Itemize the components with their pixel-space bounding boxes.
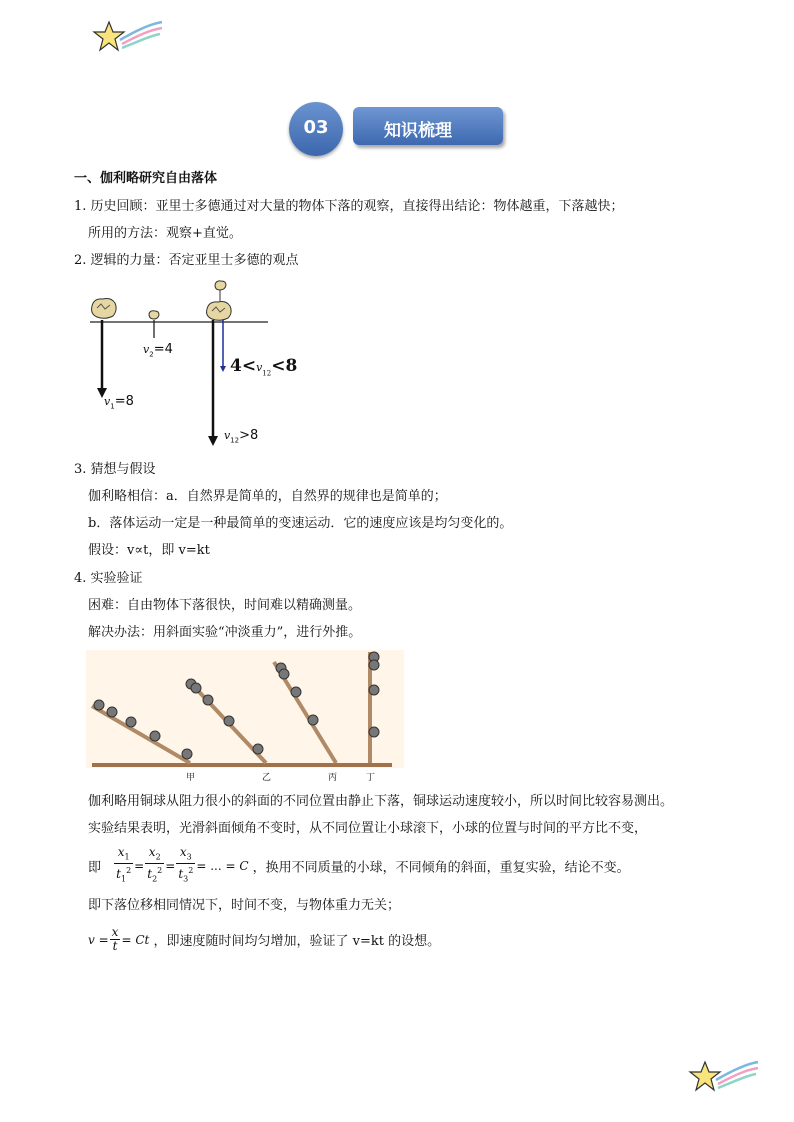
section4-solution: 解决办法：用斜面实验“冲淡重力”，进行外推。 [88, 625, 362, 640]
section3-line-b: b．落体运动一定是一种最简单的变速运动．它的速度应该是均匀变化的。 [88, 516, 513, 531]
section3-hypothesis: 假设：v∝t，即 v=kt [88, 543, 210, 558]
item1-line2: 所用的方法：观察+直觉。 [88, 226, 242, 241]
label-v12-range: $4<v_{12}<8$ [230, 356, 298, 378]
label-v12: $v_{12}>8$ [224, 428, 259, 445]
section4-difficulty: 困难：自由物体下落很快，时间难以精确测量。 [88, 598, 362, 613]
incline-label-4: 丁 [366, 773, 376, 783]
formula-line-velocity [88, 926, 440, 953]
section-badge [289, 102, 509, 156]
item2-text: 2. 逻辑的力量：否定亚里士多德的观点 [74, 253, 299, 268]
section3-line-a: 伽利略相信：a．自然界是简单的，自然界的规律也是简单的； [88, 489, 447, 504]
section4-para2: 实验结果表明，光滑斜面倾角不变时，从不同位置让小球滚下，小球的位置与时间的平方比不变， [88, 821, 648, 836]
formula-suffix: ，换用不同质量的小球，不同倾角的斜面，重复实验，结论不变。 [252, 860, 630, 876]
velocity-formula: v = $\frac{x}{t}$ = Ct [88, 925, 150, 953]
formula-line-ratio [88, 846, 630, 886]
section4-para4: 即下落位移相同情况下，时间不变，与物体重力无关； [88, 898, 401, 913]
stone-combined-icon [207, 281, 232, 320]
item1-line1: 1. 历史回顾：亚里士多德通过对大量的物体下落的观察，直接得出结论：物体越重，下落越快； [74, 199, 624, 214]
section4-title: 4. 实验验证 [74, 571, 143, 586]
label-v1: $v_1=8$ [104, 394, 134, 411]
section-heading: 一、伽利略研究自由落体 [74, 171, 218, 186]
incline-label-1: 甲 [186, 773, 196, 783]
star-decoration-bottom-icon [688, 1058, 760, 1098]
section4-para1: 伽利略用铜球从阻力很小的斜面的不同位置由静止下落，铜球运动速度较小，所以时间比较容易测出。 [88, 794, 674, 809]
stone-large-icon [92, 299, 117, 319]
arrowhead-v12-short [220, 366, 226, 372]
incline-label-2: 乙 [262, 773, 272, 783]
arrowhead-v12-long [208, 436, 218, 446]
incline-experiment-figure [86, 650, 404, 786]
section3-title: 3. 猜想与假设 [74, 462, 156, 477]
ratio-formula: $\frac{x_1}{t_1^2}$ = $\frac{x_2}{t_2^2}$ = $\frac{x_3}{t_3^2}$ = ... = C [116, 845, 249, 884]
formula-prefix: 即 [88, 860, 102, 876]
velocity-suffix: ，即速度随时间均匀增加，验证了 v=kt 的设想。 [153, 934, 441, 949]
incline-ground [92, 763, 392, 767]
badge-number: 03 [303, 117, 329, 138]
star-decoration-top-icon [92, 18, 164, 58]
badge-title: 知识梳理 [384, 121, 452, 141]
incline-label-3: 丙 [328, 773, 338, 783]
label-v2: $v_2=4$ [143, 342, 173, 359]
stone-small-icon [149, 311, 159, 319]
